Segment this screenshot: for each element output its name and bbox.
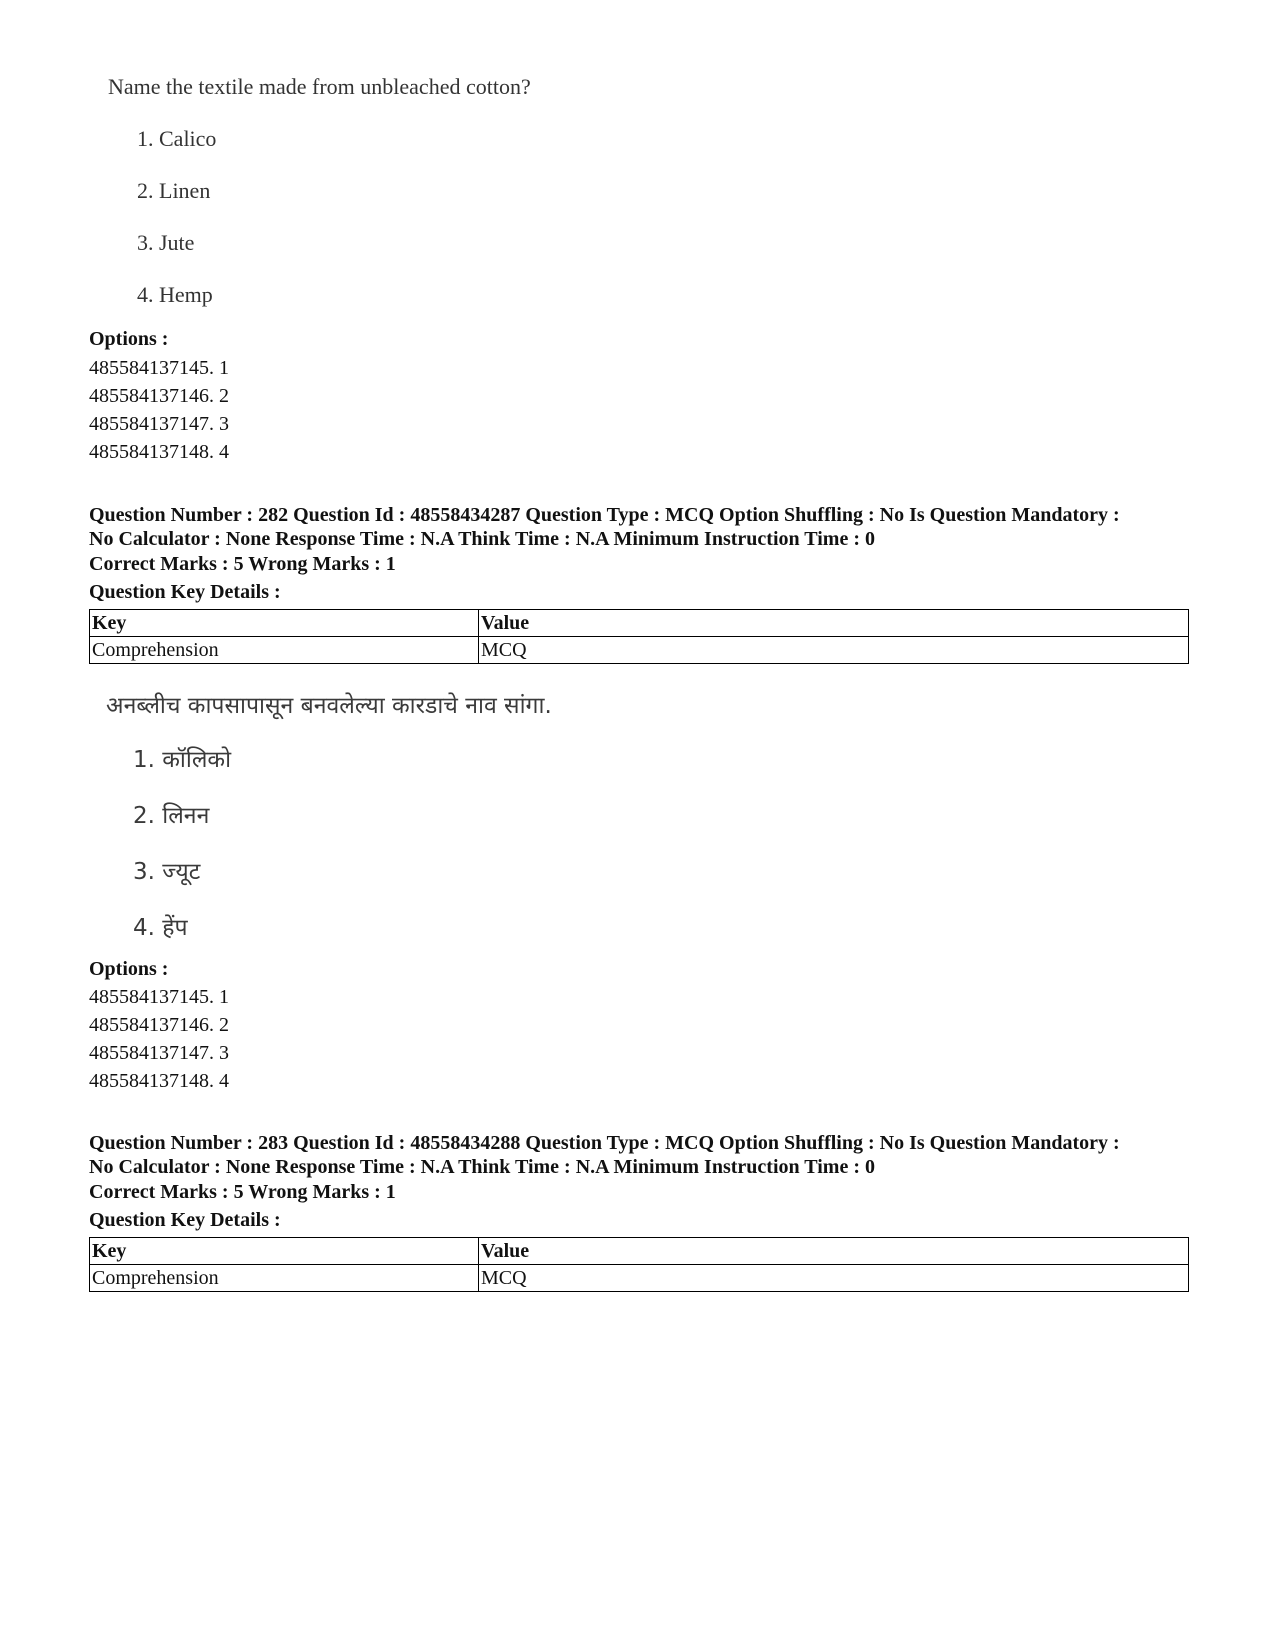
choice-en-3: 3. Jute bbox=[137, 230, 195, 255]
table-header-row bbox=[90, 610, 1189, 637]
option-item: 485584137147. 3 bbox=[89, 413, 229, 435]
table-cell-key: Comprehension bbox=[90, 637, 479, 664]
table-header-key: Key bbox=[90, 1238, 479, 1265]
question-text-en: Name the textile made from unbleached cotton? bbox=[108, 74, 531, 99]
question-meta-line2: No Calculator : None Response Time : N.A Think Time : N.A Minimum Instruction Time : 0 bbox=[89, 1156, 875, 1178]
option-item: 485584137145. 1 bbox=[89, 986, 229, 1008]
table-cell-value: MCQ bbox=[479, 637, 1189, 664]
option-item: 485584137146. 2 bbox=[89, 1014, 229, 1036]
table-header-value: Value bbox=[479, 610, 1189, 637]
option-item: 485584137145. 1 bbox=[89, 357, 229, 379]
table-row bbox=[90, 1265, 1189, 1292]
table-row bbox=[90, 637, 1189, 664]
options-label: Options : bbox=[89, 958, 169, 980]
choice-mr-1: 1. कॉलिको bbox=[133, 747, 232, 773]
key-details-label: Question Key Details : bbox=[89, 581, 281, 603]
choice-mr-3: 3. ज्यूट bbox=[133, 859, 201, 885]
key-details-table bbox=[89, 1237, 1189, 1292]
question-meta-line2: No Calculator : None Response Time : N.A Think Time : N.A Minimum Instruction Time : 0 bbox=[89, 528, 875, 550]
table-header-row bbox=[90, 1238, 1189, 1265]
options-list bbox=[89, 983, 229, 1095]
table-cell-value: MCQ bbox=[479, 1265, 1189, 1292]
question-meta bbox=[89, 1131, 1199, 1179]
choice-en-2: 2. Linen bbox=[137, 178, 211, 203]
option-item: 485584137146. 2 bbox=[89, 385, 229, 407]
question-text-mr: अनब्लीच कापसापासून बनवलेल्या कारडाचे नाव सांगा. bbox=[106, 693, 552, 719]
key-details-label: Question Key Details : bbox=[89, 1209, 281, 1231]
question-meta-line1: Question Number : 283 Question Id : 48558434288 Question Type : MCQ Option Shuffling : No Is Question Mandatory : bbox=[89, 1132, 1120, 1154]
question-meta-line1: Question Number : 282 Question Id : 48558434287 Question Type : MCQ Option Shuffling : No Is Question Mandatory : bbox=[89, 504, 1120, 526]
table-header-value: Value bbox=[479, 1238, 1189, 1265]
choice-mr-4: 4. हेंप bbox=[133, 915, 188, 941]
choice-mr-2: 2. लिनन bbox=[133, 803, 210, 829]
table-cell-key: Comprehension bbox=[90, 1265, 479, 1292]
choice-en-1: 1. Calico bbox=[137, 126, 217, 151]
option-item: 485584137148. 4 bbox=[89, 441, 229, 463]
marks-line: Correct Marks : 5 Wrong Marks : 1 bbox=[89, 553, 396, 575]
option-item: 485584137147. 3 bbox=[89, 1042, 229, 1064]
key-details-table bbox=[89, 609, 1189, 664]
marks-line: Correct Marks : 5 Wrong Marks : 1 bbox=[89, 1181, 396, 1203]
options-label: Options : bbox=[89, 328, 169, 350]
options-list bbox=[89, 354, 229, 466]
table-header-key: Key bbox=[90, 610, 479, 637]
choice-en-4: 4. Hemp bbox=[137, 282, 213, 307]
question-meta bbox=[89, 503, 1199, 551]
option-item: 485584137148. 4 bbox=[89, 1070, 229, 1092]
